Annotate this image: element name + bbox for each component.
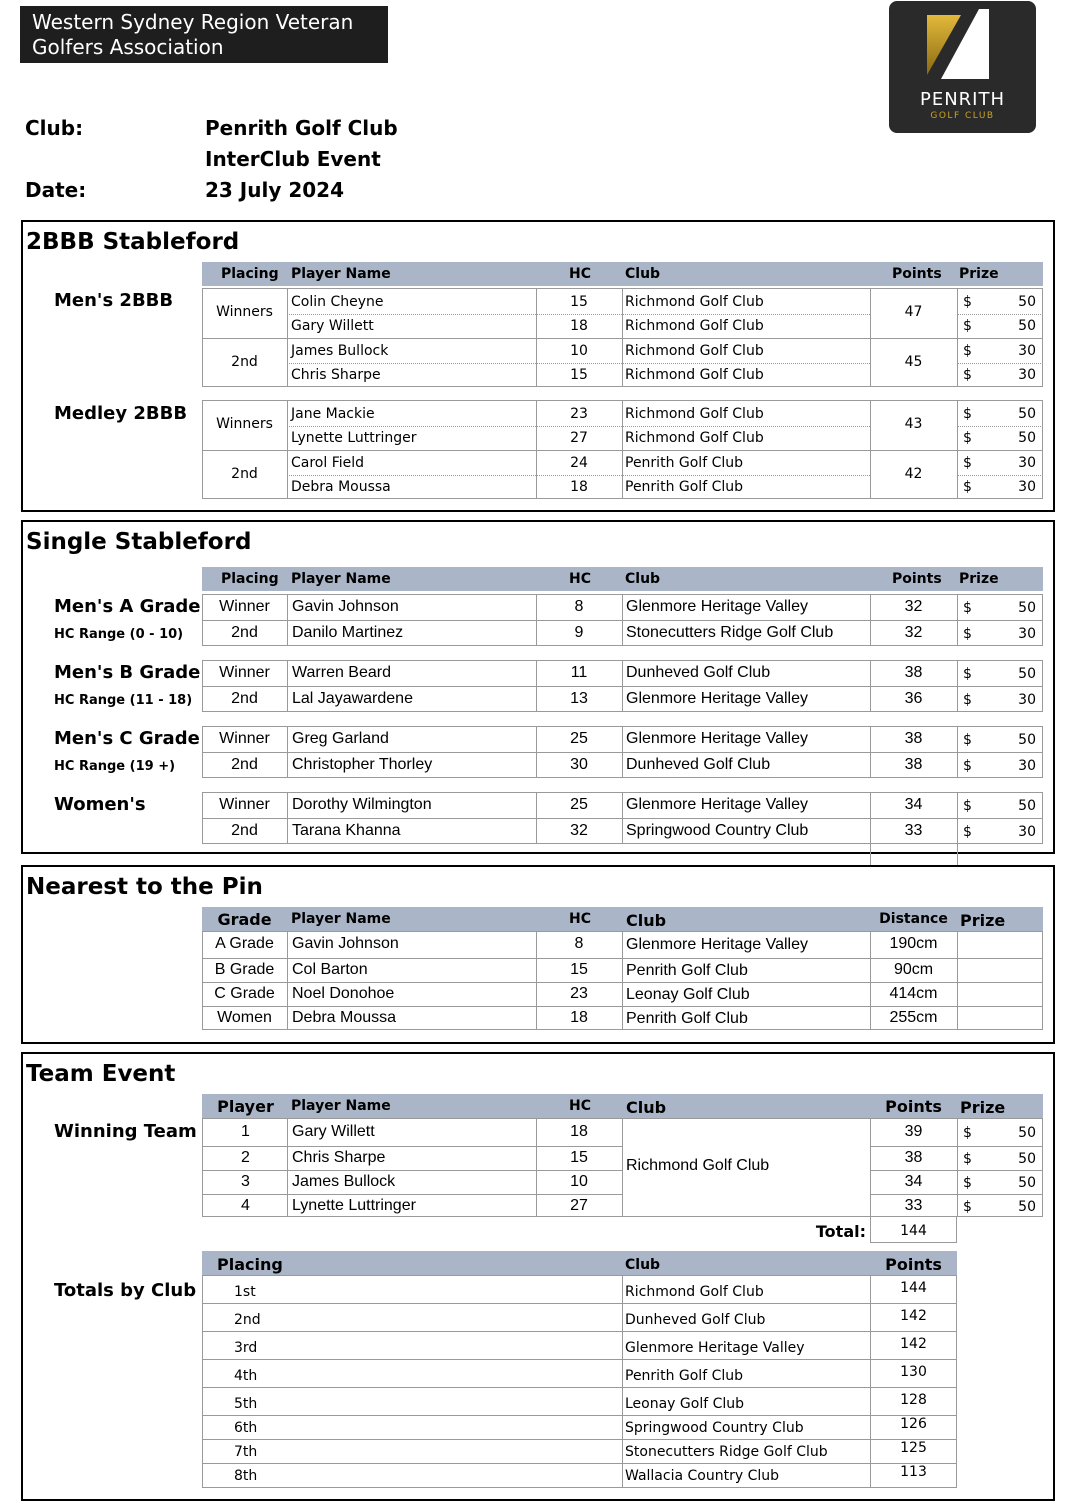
- grade-label: Men's A Grade: [54, 596, 201, 617]
- club-cell: Richmond Golf Club: [625, 367, 764, 383]
- currency-symbol: $: [963, 824, 972, 840]
- association-name-line2: Golfers Association: [32, 35, 224, 59]
- col-header-hc: HC: [569, 1098, 591, 1114]
- club-cell: Penrith Golf Club: [625, 455, 743, 471]
- row-divider: [202, 1463, 957, 1464]
- totals-by-club-label: Totals by Club: [54, 1280, 197, 1301]
- placing-cell: 7th: [234, 1444, 258, 1460]
- placing-cell: Winner: [219, 796, 270, 813]
- column-divider: [957, 844, 958, 866]
- col-header-grade: Grade: [217, 910, 272, 929]
- grade-label: Men's C Grade: [54, 728, 200, 749]
- player-no-cell: 3: [241, 1173, 250, 1190]
- row-divider: [870, 1146, 1043, 1147]
- row-divider: [202, 620, 1043, 621]
- col-header-player: Player Name: [291, 571, 391, 587]
- points-cell: 142: [900, 1336, 927, 1352]
- currency-symbol: $: [963, 1175, 972, 1191]
- col-header-prize: Prize: [960, 1098, 1006, 1117]
- currency-symbol: $: [963, 1151, 972, 1167]
- column-divider: [622, 931, 623, 1030]
- hc-cell: 18: [570, 318, 588, 334]
- player-name-cell: Chris Sharpe: [292, 1149, 386, 1166]
- date-value: 23 July 2024: [205, 178, 344, 202]
- hc-cell: 9: [574, 624, 584, 641]
- prize-cell: 50: [1018, 318, 1036, 334]
- prize-cell: 30: [1018, 824, 1036, 840]
- row-divider: [202, 1331, 957, 1332]
- hc-cell: 30: [570, 756, 588, 773]
- placing-cell: Winner: [219, 598, 270, 615]
- points-cell: 125: [900, 1440, 927, 1456]
- hc-cell: 32: [570, 822, 588, 839]
- currency-symbol: $: [963, 343, 972, 359]
- row-divider: [202, 1387, 957, 1388]
- placing-cell: 2nd: [231, 465, 258, 482]
- col-header-points: Points: [892, 571, 942, 587]
- points-cell: 38: [904, 730, 923, 747]
- hc-cell: 18: [570, 1123, 588, 1140]
- row-divider: [202, 686, 1043, 687]
- hc-cell: 15: [570, 367, 588, 383]
- club-cell: Dunheved Golf Club: [626, 664, 771, 681]
- placing-cell: 4th: [234, 1368, 258, 1384]
- club-cell: Stonecutters Ridge Golf Club: [626, 624, 834, 641]
- placing-cell: 2nd: [231, 756, 258, 773]
- player-name-cell: Lal Jayawardene: [292, 690, 413, 707]
- row-divider: [202, 1439, 957, 1440]
- points-cell: 45: [904, 353, 923, 370]
- hc-cell: 18: [570, 1009, 588, 1026]
- points-cell: 32: [904, 598, 923, 615]
- dotted-divider: [957, 426, 1043, 427]
- column-divider: [287, 931, 288, 1030]
- row-divider: [202, 1006, 1043, 1007]
- dotted-divider: [957, 475, 1043, 476]
- grade-label: Men's B Grade: [54, 662, 201, 683]
- currency-symbol: $: [963, 758, 972, 774]
- points-cell: 130: [900, 1364, 927, 1380]
- club-cell: Penrith Golf Club: [626, 1010, 748, 1027]
- club-cell: Richmond Golf Club: [625, 343, 764, 359]
- currency-symbol: $: [963, 666, 972, 682]
- club-cell: Wallacia Country Club: [625, 1468, 779, 1484]
- points-cell: 47: [904, 304, 923, 320]
- points-cell: 142: [900, 1308, 927, 1324]
- col-header-club: Club: [625, 571, 661, 587]
- column-divider: [957, 1118, 958, 1217]
- points-cell: 38: [904, 1149, 923, 1166]
- player-name-cell: Gary Willett: [291, 318, 374, 334]
- col-header-placing: Placing: [217, 1255, 283, 1274]
- hc-range-label: HC Range (0 - 10): [54, 627, 184, 642]
- player-name-cell: Noel Donohoe: [292, 985, 395, 1002]
- club-cell: Glenmore Heritage Valley: [626, 598, 809, 615]
- prize-cell: 50: [1018, 294, 1036, 310]
- row-divider: [202, 1146, 622, 1147]
- penrith-logo: [889, 1, 1036, 133]
- col-header-prize: Prize: [959, 266, 999, 282]
- placing-cell: Winner: [219, 664, 270, 681]
- prize-cell: 50: [1018, 1175, 1036, 1191]
- dotted-divider: [957, 314, 1043, 315]
- placing-cell: 2nd: [234, 1312, 261, 1328]
- prize-cell: 30: [1018, 343, 1036, 359]
- total-value: 144: [900, 1223, 927, 1239]
- points-cell: 34: [904, 796, 923, 813]
- player-name-cell: Gavin Johnson: [292, 935, 399, 952]
- col-header-points: Points: [885, 1255, 942, 1274]
- hc-cell: 8: [574, 935, 584, 952]
- col-header-hc: HC: [569, 266, 591, 282]
- prize-cell: 50: [1018, 732, 1036, 748]
- hc-cell: 25: [570, 730, 588, 747]
- grade-cell: Women: [217, 1009, 272, 1026]
- currency-symbol: $: [963, 479, 972, 495]
- col-header-prize: Prize: [960, 911, 1006, 930]
- currency-symbol: $: [963, 798, 972, 814]
- currency-symbol: $: [963, 626, 972, 642]
- association-name-line1: Western Sydney Region Veteran: [32, 10, 354, 34]
- prize-cell: 30: [1018, 626, 1036, 642]
- points-cell: 38: [904, 664, 923, 681]
- row-divider: [202, 752, 1043, 753]
- winning-team-label: Winning Team: [54, 1121, 197, 1142]
- placing-cell: Winner: [219, 730, 270, 747]
- prize-cell: 50: [1018, 406, 1036, 422]
- team-club-cell: Richmond Golf Club: [626, 1157, 770, 1174]
- hc-cell: 10: [570, 1173, 588, 1190]
- event-value: InterClub Event: [205, 147, 381, 171]
- dotted-divider: [287, 363, 870, 364]
- section-title-ntp: Nearest to the Pin: [26, 874, 263, 900]
- prize-cell: 30: [1018, 367, 1036, 383]
- player-name-cell: Greg Garland: [292, 730, 389, 747]
- dotted-divider: [287, 426, 870, 427]
- player-name-cell: Warren Beard: [292, 664, 391, 681]
- player-name-cell: Chris Sharpe: [291, 367, 381, 383]
- currency-symbol: $: [963, 600, 972, 616]
- player-name-cell: Debra Moussa: [291, 479, 391, 495]
- prize-cell: 30: [1018, 758, 1036, 774]
- hc-cell: 15: [570, 961, 588, 978]
- hc-cell: 18: [570, 479, 588, 495]
- col-header-club: Club: [625, 1257, 661, 1273]
- placing-cell: 2nd: [231, 822, 258, 839]
- prize-cell: 30: [1018, 479, 1036, 495]
- currency-symbol: $: [963, 367, 972, 383]
- player-name-cell: Dorothy Wilmington: [292, 796, 432, 813]
- currency-symbol: $: [963, 455, 972, 471]
- points-cell: 113: [900, 1464, 927, 1480]
- row-divider: [870, 1170, 1043, 1171]
- col-header-player: Player Name: [291, 911, 391, 927]
- group-divider: [202, 450, 1043, 451]
- row-divider: [202, 1170, 622, 1171]
- prize-cell: 50: [1018, 798, 1036, 814]
- prize-cell: 50: [1018, 600, 1036, 616]
- col-header-distance: Distance: [879, 911, 948, 927]
- currency-symbol: $: [963, 430, 972, 446]
- column-divider: [622, 1118, 623, 1217]
- points-cell: 39: [904, 1123, 923, 1140]
- column-divider: [870, 1275, 871, 1488]
- club-cell: Richmond Golf Club: [625, 318, 764, 334]
- prize-cell: 50: [1018, 1125, 1036, 1141]
- player-no-cell: 4: [241, 1197, 250, 1214]
- distance-cell: 90cm: [893, 961, 934, 978]
- placing-cell: 3rd: [234, 1340, 258, 1356]
- club-cell: Stonecutters Ridge Golf Club: [625, 1444, 828, 1460]
- currency-symbol: $: [963, 692, 972, 708]
- club-cell: Richmond Golf Club: [625, 406, 764, 422]
- club-cell: Richmond Golf Club: [625, 294, 764, 310]
- row-divider: [202, 1303, 957, 1304]
- player-name-cell: Jane Mackie: [291, 406, 375, 422]
- club-cell: Penrith Golf Club: [625, 479, 743, 495]
- hc-cell: 8: [574, 598, 584, 615]
- currency-symbol: $: [963, 1199, 972, 1215]
- placing-cell: Winners: [216, 416, 273, 432]
- points-cell: 34: [904, 1173, 923, 1190]
- col-header-points: Points: [885, 1097, 942, 1116]
- prize-cell: 50: [1018, 1151, 1036, 1167]
- group-label: Men's 2BBB: [54, 290, 174, 311]
- points-cell: 43: [904, 416, 923, 432]
- player-no-cell: 1: [241, 1123, 250, 1140]
- group-divider: [202, 338, 1043, 339]
- row-divider: [202, 1415, 957, 1416]
- col-header-player-no: Player: [217, 1097, 274, 1116]
- col-header-player: Player Name: [291, 266, 391, 282]
- row-divider: [202, 982, 1043, 983]
- club-cell: Springwood Country Club: [625, 1420, 804, 1436]
- prize-cell: 50: [1018, 430, 1036, 446]
- hc-range-label: HC Range (19 +): [54, 759, 176, 774]
- club-value: Penrith Golf Club: [205, 116, 398, 140]
- placing-cell: Winners: [216, 304, 273, 320]
- section-title-team: Team Event: [26, 1061, 176, 1087]
- points-cell: 144: [900, 1280, 927, 1296]
- section-title-single: Single Stableford: [26, 529, 252, 555]
- club-cell: Glenmore Heritage Valley: [626, 796, 809, 813]
- club-cell: Penrith Golf Club: [626, 962, 748, 979]
- player-name-cell: Lynette Luttringer: [292, 1197, 416, 1214]
- row-divider: [202, 958, 1043, 959]
- col-header-placing: Placing: [221, 266, 279, 282]
- group-label: Medley 2BBB: [54, 403, 188, 424]
- distance-cell: 414cm: [889, 985, 938, 1002]
- player-name-cell: James Bullock: [291, 343, 389, 359]
- col-header-player: Player Name: [291, 1098, 391, 1114]
- points-cell: 36: [904, 690, 923, 707]
- dotted-divider: [957, 363, 1043, 364]
- hc-cell: 24: [570, 455, 588, 471]
- points-cell: 38: [904, 756, 923, 773]
- club-cell: Glenmore Heritage Valley: [625, 1340, 805, 1356]
- association-banner: [20, 6, 388, 63]
- club-cell: Leonay Golf Club: [626, 986, 750, 1003]
- club-label: Club:: [25, 116, 84, 140]
- column-divider: [870, 844, 871, 866]
- dotted-divider: [287, 475, 870, 476]
- player-name-cell: Carol Field: [291, 455, 365, 471]
- player-name-cell: Christopher Thorley: [292, 756, 433, 773]
- player-name-cell: Gavin Johnson: [292, 598, 399, 615]
- date-label: Date:: [25, 178, 87, 202]
- col-header-club: Club: [625, 266, 661, 282]
- hc-cell: 10: [570, 343, 588, 359]
- player-no-cell: 2: [241, 1149, 250, 1166]
- club-cell: Dunheved Golf Club: [626, 756, 771, 773]
- points-cell: 32: [904, 624, 923, 641]
- hc-cell: 15: [570, 1149, 588, 1166]
- prize-cell: 30: [1018, 455, 1036, 471]
- currency-symbol: $: [963, 318, 972, 334]
- currency-symbol: $: [963, 732, 972, 748]
- club-cell: Richmond Golf Club: [625, 1284, 764, 1300]
- placing-cell: 2nd: [231, 624, 258, 641]
- club-cell: Glenmore Heritage Valley: [626, 730, 809, 747]
- col-header-points: Points: [892, 266, 942, 282]
- player-name-cell: Col Barton: [292, 961, 368, 978]
- col-header-club: Club: [626, 1098, 667, 1117]
- grade-label: Women's: [54, 794, 146, 815]
- col-header-placing: Placing: [221, 571, 279, 587]
- row-divider: [202, 818, 1043, 819]
- hc-cell: 23: [570, 985, 588, 1002]
- placing-cell: 6th: [234, 1420, 258, 1436]
- placing-cell: 5th: [234, 1396, 258, 1412]
- club-cell: Leonay Golf Club: [625, 1396, 745, 1412]
- col-header-club: Club: [626, 911, 667, 930]
- currency-symbol: $: [963, 294, 972, 310]
- grade-cell: C Grade: [214, 985, 275, 1002]
- section-title-2bbb: 2BBB Stableford: [26, 229, 240, 255]
- row-divider: [870, 1194, 1043, 1195]
- row-divider: [202, 1194, 622, 1195]
- distance-cell: 255cm: [889, 1009, 938, 1026]
- points-cell: 128: [900, 1392, 927, 1408]
- logo-text: PENRITH: [919, 89, 1006, 110]
- hc-range-label: HC Range (11 - 18): [54, 693, 193, 708]
- player-name-cell: Gary Willett: [292, 1123, 375, 1140]
- distance-cell: 190cm: [889, 935, 938, 952]
- hc-cell: 23: [570, 406, 588, 422]
- prize-cell: 30: [1018, 692, 1036, 708]
- row-divider: [202, 1359, 957, 1360]
- column-divider: [622, 1275, 623, 1488]
- currency-symbol: $: [963, 1125, 972, 1141]
- points-cell: 42: [904, 465, 923, 482]
- club-cell: Glenmore Heritage Valley: [626, 690, 809, 707]
- col-header-hc: HC: [569, 571, 591, 587]
- prize-cell: 50: [1018, 666, 1036, 682]
- player-name-cell: James Bullock: [292, 1173, 396, 1190]
- club-cell: Glenmore Heritage Valley: [626, 936, 809, 953]
- hc-cell: 27: [570, 430, 588, 446]
- currency-symbol: $: [963, 406, 972, 422]
- column-divider: [957, 931, 958, 1030]
- placing-cell: 1st: [234, 1284, 256, 1300]
- total-label: Total:: [815, 1222, 866, 1241]
- player-name-cell: Lynette Luttringer: [291, 430, 417, 446]
- points-cell: 33: [904, 822, 923, 839]
- logo-emblem-icon: [927, 9, 999, 81]
- hc-cell: 25: [570, 796, 588, 813]
- col-header-prize: Prize: [959, 571, 999, 587]
- grade-cell: B Grade: [214, 961, 275, 978]
- player-name-cell: Colin Cheyne: [291, 294, 384, 310]
- grade-cell: A Grade: [215, 935, 274, 952]
- points-cell: 33: [904, 1197, 923, 1214]
- logo-subtext: GOLF CLUB: [930, 111, 995, 121]
- prize-cell: 50: [1018, 1199, 1036, 1215]
- placing-cell: 2nd: [231, 353, 258, 370]
- hc-cell: 11: [570, 664, 588, 681]
- player-name-cell: Tarana Khanna: [292, 822, 401, 839]
- club-cell: Richmond Golf Club: [625, 430, 764, 446]
- placing-cell: 2nd: [231, 690, 258, 707]
- club-cell: Springwood Country Club: [626, 822, 809, 839]
- col-header-hc: HC: [569, 911, 591, 927]
- dotted-divider: [287, 314, 870, 315]
- player-name-cell: Debra Moussa: [292, 1009, 397, 1026]
- points-cell: 126: [900, 1416, 927, 1432]
- club-cell: Penrith Golf Club: [625, 1368, 743, 1384]
- hc-cell: 27: [570, 1197, 588, 1214]
- player-name-cell: Danilo Martinez: [292, 624, 404, 641]
- hc-cell: 15: [570, 294, 588, 310]
- hc-cell: 13: [570, 690, 588, 707]
- placing-cell: 8th: [234, 1468, 258, 1484]
- club-cell: Dunheved Golf Club: [625, 1312, 766, 1328]
